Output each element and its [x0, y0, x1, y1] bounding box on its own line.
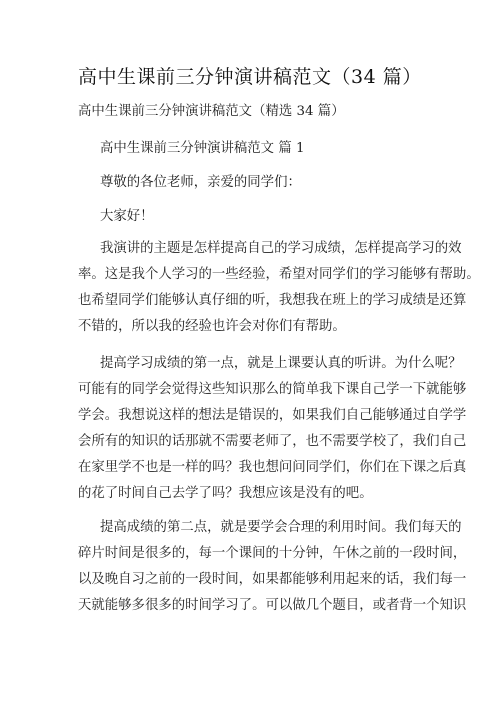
paragraph-1 [78, 236, 480, 340]
paragraph-line: 会所有的知识的话那就不需要老师了，也不需要学校了，我们自己 [78, 434, 467, 449]
paragraph-line: 不错的，所以我的经验也许会对你们有帮助。 [78, 319, 346, 334]
paragraph-2 [78, 351, 467, 507]
paragraph-line: 提高成绩的第二点，就是要学会合理的利用时间。我们每天的 [100, 520, 462, 535]
paragraph-line: 碎片时间是很多的，每一个课间的十分钟，午休之前的一段时间， [78, 546, 467, 561]
salutation: 尊敬的各位老师，亲爱的同学们： [100, 175, 301, 190]
paragraph-3 [78, 515, 467, 619]
paragraph-line: 在家里学不也是一样的吗？我也想问问同学们，你们在下课之后真 [78, 460, 467, 475]
paragraph-line: 也希望同学们能够认真仔细的听，我想我在班上的学习成绩是还算 [78, 293, 467, 308]
paragraph-line: 的花了时间自己去学了吗？我想应该是没有的吧。 [78, 486, 373, 501]
paragraph-line: 天就能够多很多的时间学习了。可以做几个题目，或者背一个知识 [78, 598, 467, 613]
paragraph-line: 可能有的同学会觉得这些知识那么的简单我下课自己学一下就能够 [78, 382, 467, 397]
paragraph-line: 我演讲的主题是怎样提高自己的学习成绩，怎样提高学习的效 [100, 241, 462, 256]
document-title: 高中生课前三分钟演讲稿范文（34 篇） [78, 66, 422, 88]
document-subtitle: 高中生课前三分钟演讲稿范文（精选 34 篇） [78, 104, 345, 119]
paragraph-line: 学会。我想说这样的想法是错误的，如果我们自己能够通过自学学 [78, 408, 467, 423]
paragraph-line: 以及晚自习之前的一段时间，如果都能够利用起来的话，我们每一 [78, 572, 467, 587]
section-heading: 高中生课前三分钟演讲稿范文 篇 1 [100, 141, 305, 156]
paragraph-line: 率。这是我个人学习的一些经验，希望对同学们的学习能够有帮助。 [78, 267, 480, 282]
paragraph-line: 提高学习成绩的第一点，就是上课要认真的听讲。为什么呢？ [100, 356, 462, 371]
greeting: 大家好！ [100, 209, 154, 224]
